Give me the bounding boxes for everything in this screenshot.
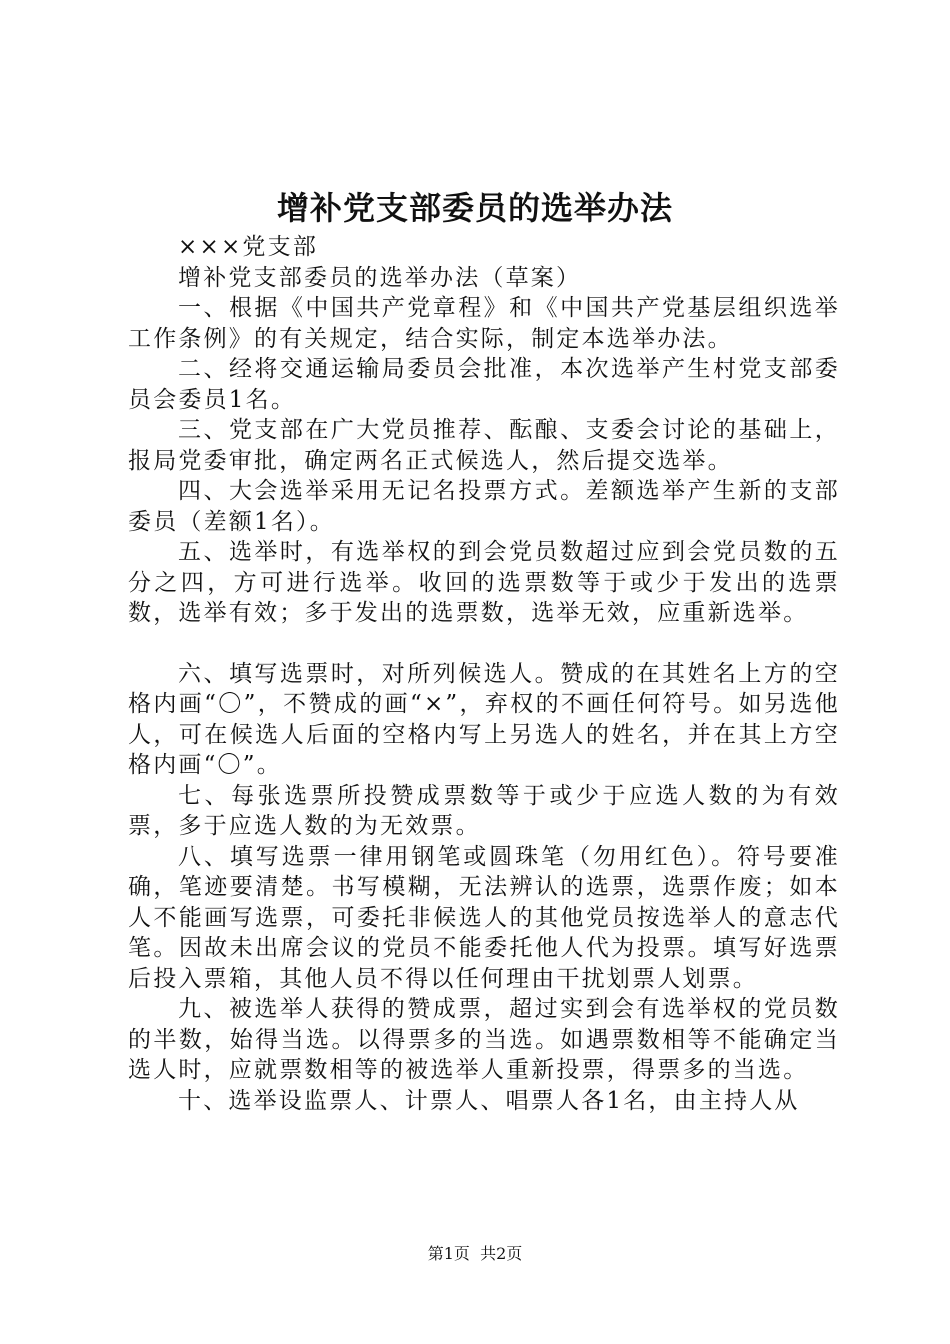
paragraph-article-7: 七、每张选票所投赞成票数等于或少于应选人数的为有效票，多于应选人数的为无效票。 — [128, 782, 840, 839]
paragraph-article-2: 二、经将交通运输局委员会批准，本次选举产生村党支部委员会委员1名。 — [128, 356, 840, 413]
paragraph-article-10: 十、选举设监票人、计票人、唱票人各1名，由主持人从 — [178, 1087, 800, 1114]
paragraph-subtitle: 增补党支部委员的选举办法（草案） — [178, 264, 582, 291]
page-total: 共2页 — [480, 1244, 523, 1263]
paragraph-article-9: 九、被选举人获得的赞成票，超过实到会有选举权的党员数的半数，始得当选。以得票多的当选。如遇票数相等不能确定当选人时，应就票数相等的被选举人重新投票，得票多的当选。 — [128, 996, 840, 1083]
paragraph-article-8: 八、填写选票一律用钢笔或圆珠笔（勿用红色）。符号要准确，笔迹要清楚。书写模糊，无法辨认的选票，选票作废；如本人不能画写选票，可委托非候选人的其他党员按选举人的意志代笔。因故未出席会议的党员不能委托他人代为投票。填写好选票后投入票箱，其他人员不得以任何理由干扰划票人划票。 — [128, 843, 840, 992]
paragraph-article-1: 一、根据《中国共产党章程》和《中国共产党基层组织选举工作条例》的有关规定，结合实际，制定本选举办法。 — [128, 295, 840, 352]
paragraph-article-5: 五、选举时，有选举权的到会党员数超过应到会党员数的五分之四，方可进行选举。收回的选票数等于或少于发出的选票数，选举有效；多于发出的选票数，选举无效，应重新选举。 — [128, 539, 840, 626]
paragraph-article-3: 三、党支部在广大党员推荐、酝酿、支委会讨论的基础上，报局党委审批，确定两名正式候选人，然后提交选举。 — [128, 417, 840, 474]
footer-separator — [470, 1244, 480, 1263]
paragraph-party-branch: ×××党支部 — [178, 234, 319, 260]
paragraph-article-4: 四、大会选举采用无记名投票方式。差额选举产生新的支部委员（差额1名）。 — [128, 478, 840, 535]
paragraph-article-6: 六、填写选票时，对所列候选人。赞成的在其姓名上方的空格内画“〇”，不赞成的画“×”，弃权的不画任何符号。如另选他人，可在候选人后面的空格内写上另选人的姓名，并在其上方空格内画“〇”。 — [128, 660, 840, 778]
document-body — [128, 232, 840, 1116]
page-number: 第1页 — [427, 1244, 470, 1263]
page-footer — [0, 1243, 950, 1265]
document-title: 增补党支部委员的选举办法 — [276, 189, 673, 227]
